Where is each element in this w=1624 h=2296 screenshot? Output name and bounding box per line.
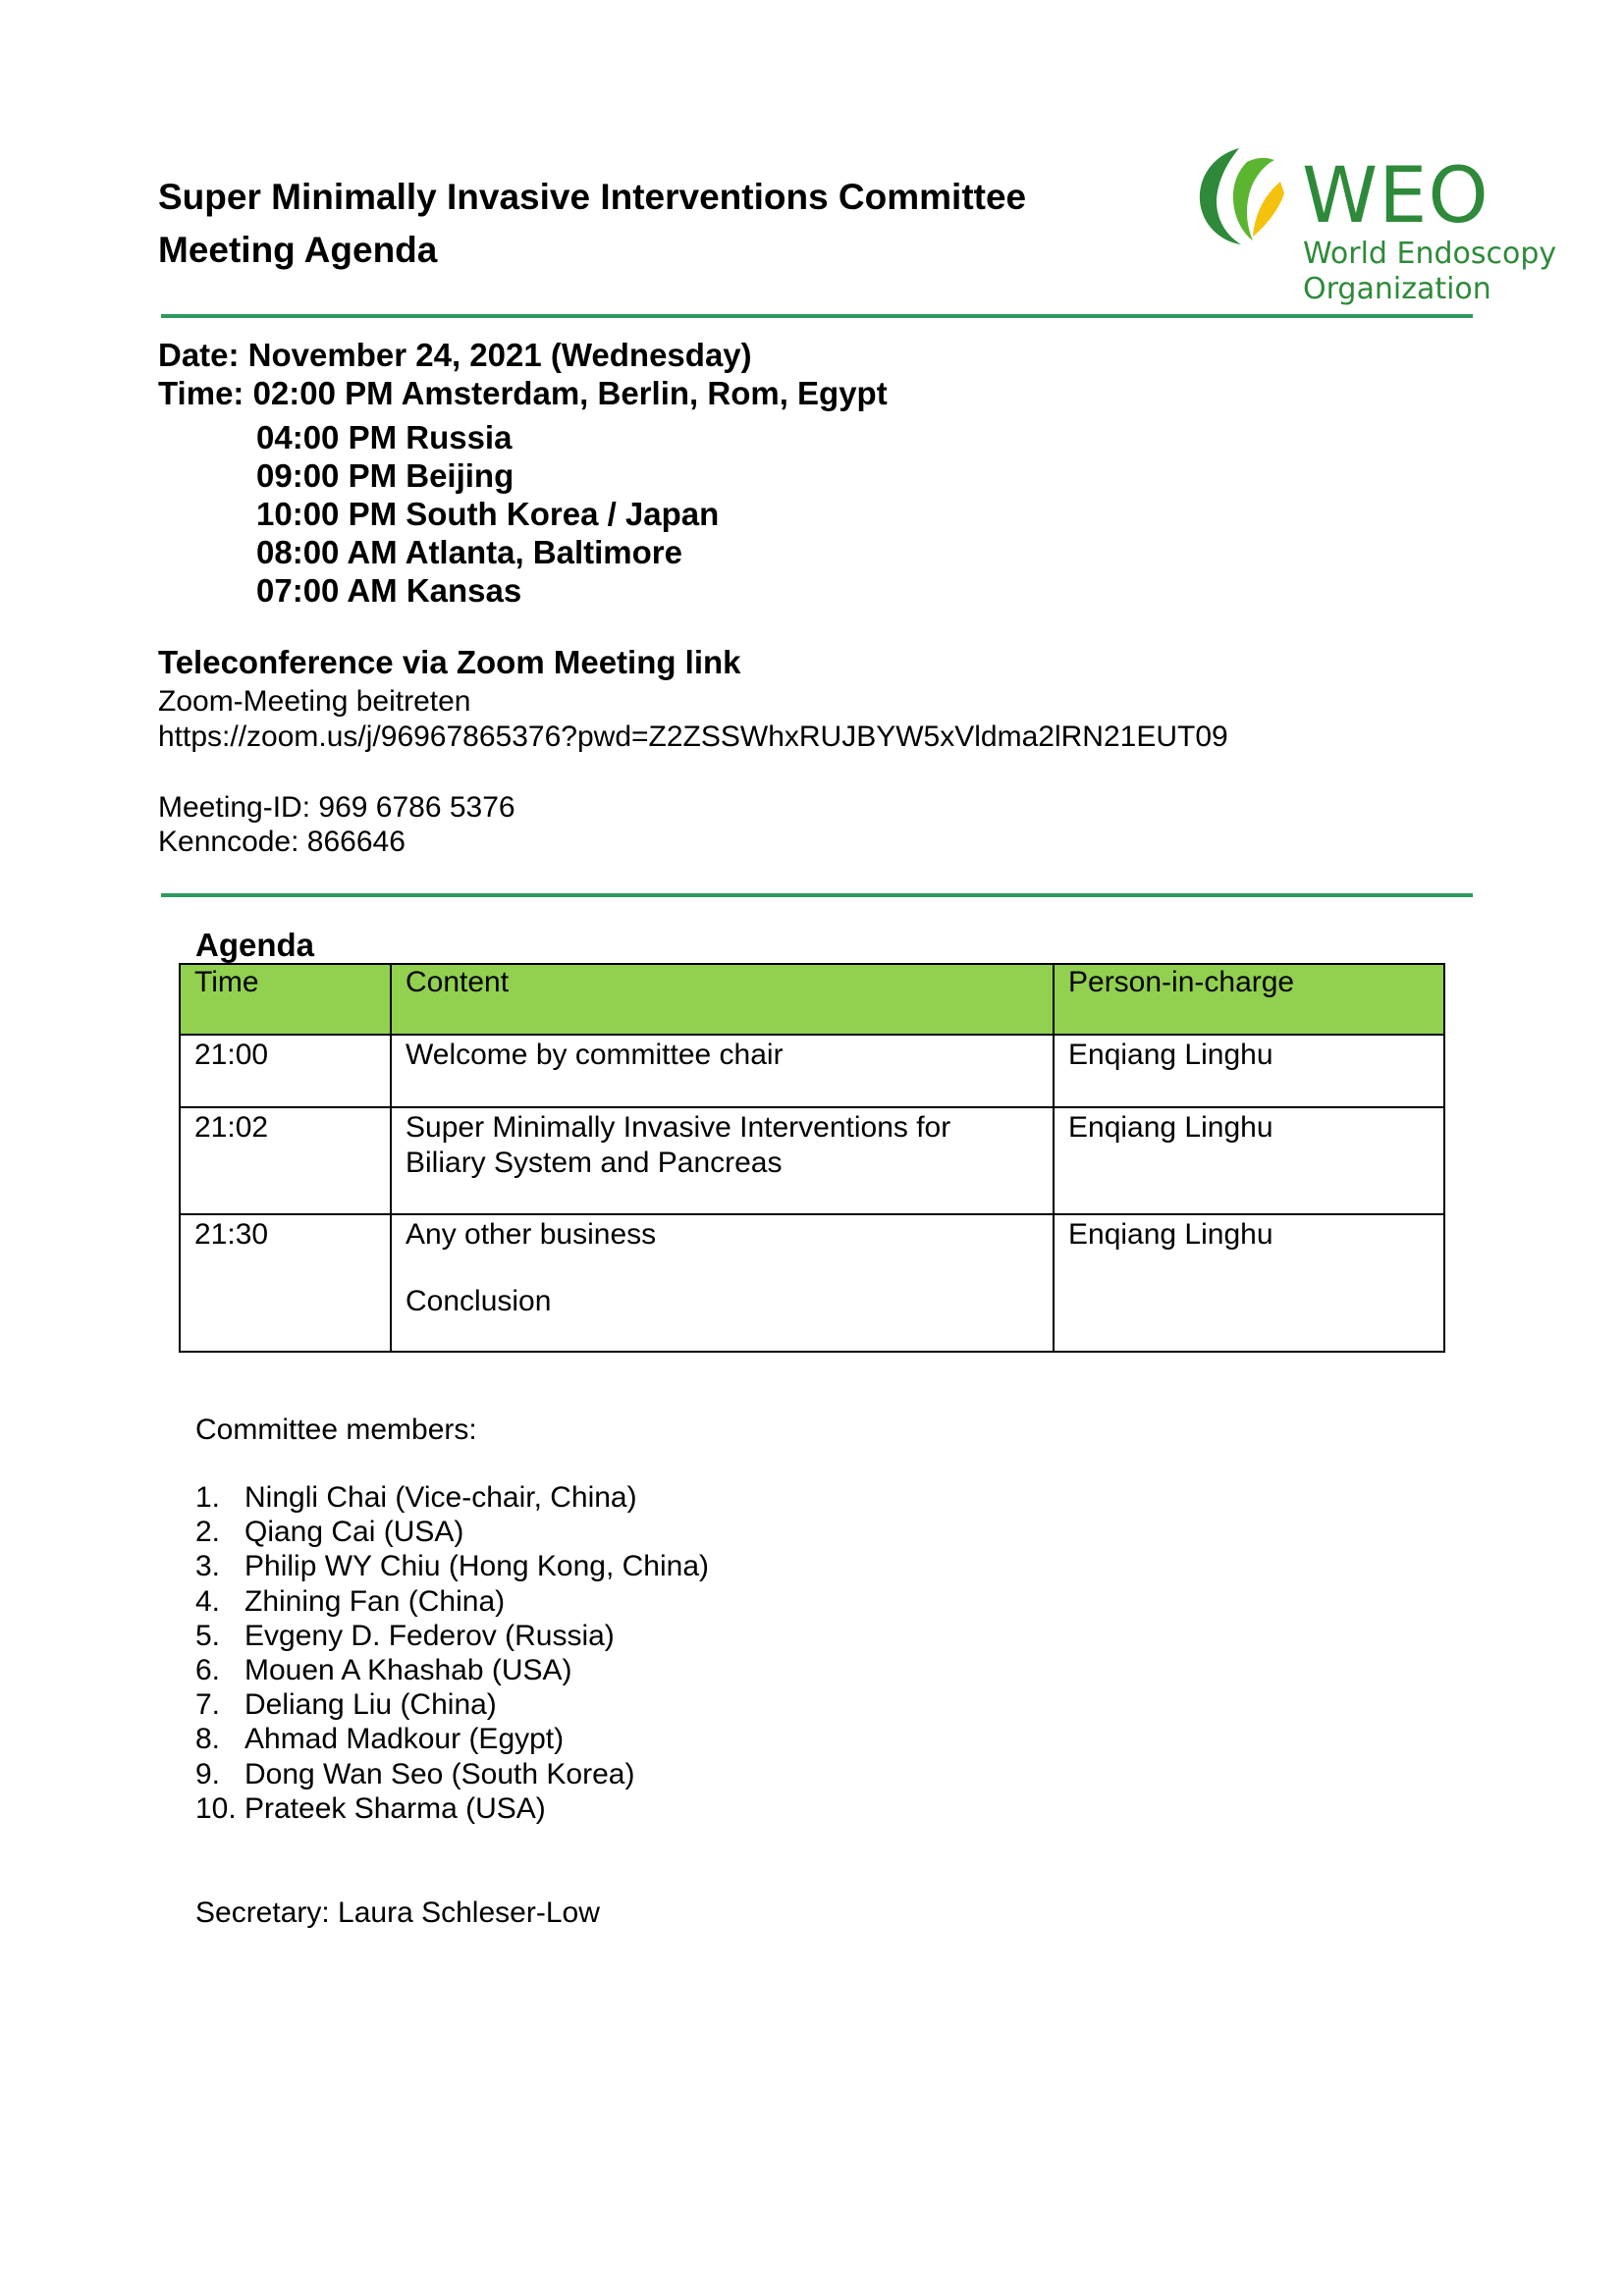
logo-subtitle-line-1: World Endoscopy (1303, 237, 1557, 271)
list-item (195, 1515, 709, 1549)
meeting-passcode: Kenncode: 866646 (158, 826, 406, 858)
section-divider (161, 893, 1473, 897)
time-atlanta: 08:00 AM Atlanta, Baltimore (256, 534, 682, 570)
list-item (195, 1584, 709, 1619)
meeting-date: Date: November 24, 2021 (Wednesday) (158, 337, 752, 373)
row-time: 21:02 (180, 1107, 391, 1214)
row-content: Welcome by committee chair (391, 1035, 1054, 1107)
row-person: Enqiang Linghu (1054, 1214, 1444, 1352)
member-name: Philip WY Chiu (Hong Kong, China) (244, 1550, 710, 1583)
list-item (195, 1653, 709, 1687)
secretary: Secretary: Laura Schleser-Low (195, 1896, 600, 1929)
member-name: Deliang Liu (China) (244, 1688, 497, 1722)
row-time: 21:00 (180, 1035, 391, 1107)
row-content-line-2: Conclusion (406, 1285, 552, 1317)
member-name: Evgeny D. Federov (Russia) (244, 1619, 615, 1652)
time-russia: 04:00 PM Russia (256, 419, 513, 455)
list-number: 4. (195, 1584, 221, 1618)
member-name: Prateek Sharma (USA) (244, 1791, 546, 1825)
member-name: Mouen A Khashab (USA) (244, 1654, 572, 1687)
list-item (195, 1549, 709, 1583)
list-number: 7. (195, 1688, 221, 1722)
row-content (391, 1214, 1054, 1352)
member-name: Dong Wan Seo (South Korea) (244, 1757, 635, 1790)
zoom-link[interactable]: https://zoom.us/j/96967865376?pwd=Z2ZSSWhxRUJBYW5xVldma2lRN21EUT09 (158, 721, 1228, 753)
title-line-1: Super Minimally Invasive Interventions Committee (158, 177, 1027, 217)
agenda-header-row (180, 964, 1444, 1035)
committee-heading: Committee members: (195, 1414, 477, 1446)
column-header-time: Time (180, 964, 391, 1035)
header-divider (161, 314, 1473, 318)
document-title (158, 171, 1026, 277)
time-korea-japan: 10:00 PM South Korea / Japan (256, 496, 720, 532)
list-number: 8. (195, 1723, 221, 1756)
agenda-heading: Agenda (195, 927, 315, 963)
row-content (391, 1107, 1054, 1214)
column-header-content: Content (391, 964, 1054, 1035)
member-name: Qiang Cai (USA) (244, 1516, 464, 1549)
weo-leaf-icon (1188, 142, 1296, 250)
logo-subtitle-line-2: Organization (1303, 272, 1491, 306)
time-beijing: 09:00 PM Beijing (256, 457, 514, 494)
list-number: 5. (195, 1619, 221, 1652)
time-kansas: 07:00 AM Kansas (256, 572, 522, 609)
row-person: Enqiang Linghu (1054, 1035, 1444, 1107)
row-content-line-2: Biliary System and Pancreas (406, 1147, 783, 1179)
row-content-line-1: Super Minimally Invasive Interventions for (406, 1111, 951, 1144)
table-row (180, 1107, 1444, 1214)
list-item (195, 1687, 709, 1722)
list-number: 1. (195, 1481, 221, 1514)
list-item (195, 1757, 709, 1791)
table-row (180, 1035, 1444, 1107)
logo-wordmark: WEO (1302, 152, 1489, 240)
list-number: 6. (195, 1654, 221, 1687)
weo-logo (1188, 142, 1581, 309)
member-name: Ahmad Madkour (Egypt) (244, 1723, 565, 1756)
committee-list (195, 1480, 709, 1826)
list-number: 3. (195, 1550, 221, 1583)
list-number: 9. (195, 1757, 221, 1790)
agenda-table (179, 963, 1445, 1353)
row-content-line-1: Any other business (406, 1218, 657, 1251)
table-row (180, 1214, 1444, 1352)
row-person: Enqiang Linghu (1054, 1107, 1444, 1214)
list-number: 2. (195, 1516, 221, 1549)
list-item (195, 1619, 709, 1653)
list-item (195, 1722, 709, 1756)
column-header-person: Person-in-charge (1054, 964, 1444, 1035)
meeting-id: Meeting-ID: 969 6786 5376 (158, 791, 515, 824)
list-item (195, 1480, 709, 1515)
meeting-time: Time: 02:00 PM Amsterdam, Berlin, Rom, Egypt (158, 375, 888, 411)
list-number: 10. (195, 1791, 237, 1825)
zoom-join-text: Zoom-Meeting beitreten (158, 685, 471, 718)
title-line-2: Meeting Agenda (158, 230, 438, 270)
teleconference-heading: Teleconference via Zoom Meeting link (158, 644, 741, 680)
member-name: Ningli Chai (Vice-chair, China) (244, 1481, 637, 1514)
list-item (195, 1791, 709, 1826)
member-name: Zhining Fan (China) (244, 1584, 506, 1618)
row-time: 21:30 (180, 1214, 391, 1352)
logo-subtitle (1303, 237, 1556, 307)
